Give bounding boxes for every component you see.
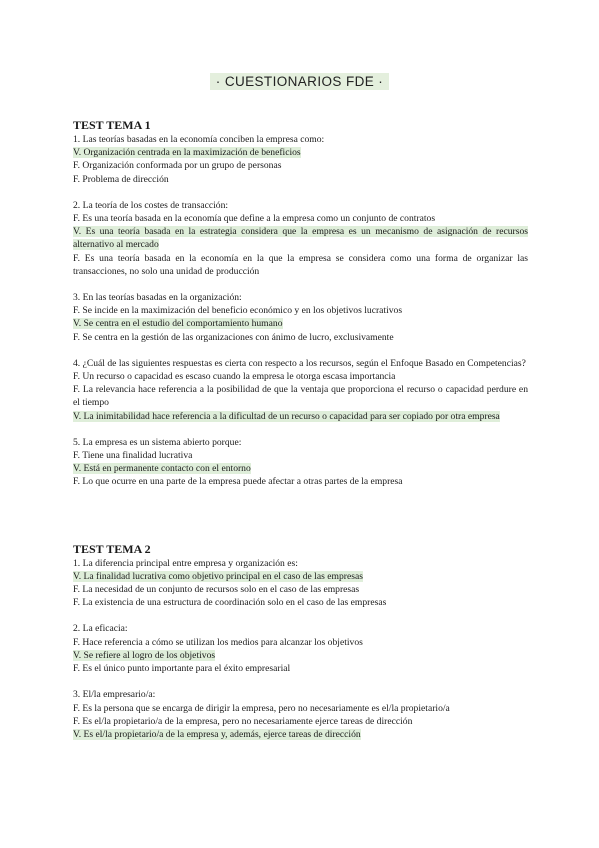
correct-answer-option (73, 462, 528, 475)
answer-option (73, 159, 528, 172)
question-block (73, 357, 528, 423)
answer-option-text: F. Es una teoría basada en la economía en la que la empresa se considera como una forma de organizar las transacciones, no solo una unidad de producción (73, 252, 528, 277)
question-text: 1. La diferencia principal entre empresa y organización es: (73, 557, 298, 569)
answer-option-text: F. Es el único punto importante para el éxito empresarial (73, 663, 291, 675)
question-text: 2. La teoría de los costes de transacción: (73, 199, 229, 211)
question-text: 3. El/la empresario/a: (73, 689, 156, 701)
answer-option (73, 449, 528, 462)
question-block (73, 199, 528, 278)
answer-option-text: V. Se centra en el estudio del comportamiento humano (73, 318, 283, 330)
answer-option (73, 304, 528, 317)
question-block (73, 291, 528, 344)
question-text: 5. La empresa es un sistema abierto porque: (73, 436, 242, 448)
answer-option-text: V. Organización centrada en la maximización de beneficios (73, 147, 301, 159)
answer-option (73, 212, 528, 225)
answer-option-text: V. La finalidad lucrativa como objetivo principal en el caso de las empresas (73, 570, 363, 582)
answer-option-text: F. La existencia de una estructura de coordinación solo en el caso de las empresas (73, 597, 387, 609)
answer-option (73, 583, 528, 596)
answer-option-text: V. Está en permanente contacto con el entorno (73, 463, 251, 475)
question-block (73, 622, 528, 675)
answer-option-text: F. Tiene una finalidad lucrativa (73, 450, 193, 462)
answer-option-text: F. Se centra en la gestión de las organizaciones con ánimo de lucro, exclusivamente (73, 331, 394, 343)
answer-option-text: F. Problema de dirección (73, 173, 169, 185)
answer-option (73, 252, 528, 278)
correct-answer-option (73, 225, 528, 251)
question-block (73, 133, 528, 186)
answer-option (73, 715, 528, 728)
answer-option-text: F. Lo que ocurre en una parte de la empresa puede afectar a otras partes de la empresa (73, 476, 403, 488)
answer-option (73, 596, 528, 609)
question-block (73, 436, 528, 489)
answer-option (73, 383, 528, 409)
correct-answer-option (73, 317, 528, 330)
answer-option (73, 370, 528, 383)
test-section (73, 542, 528, 741)
answer-option (73, 662, 528, 675)
question-text: 4. ¿Cuál de las siguientes respuestas es cierta con respecto a los recursos, según el Enfoque Basado en Competencias? (73, 357, 526, 369)
correct-answer-option (73, 146, 528, 159)
answer-option-text: F. Hace referencia a cómo se utilizan los medios para alcanzar los objetivos (73, 636, 363, 648)
section-heading: TEST TEMA 1 (73, 118, 151, 132)
answer-option-text: F. Un recurso o capacidad es escaso cuando la empresa le otorga escasa importancia (73, 371, 396, 383)
answer-option-text: F. Es el/la propietario/a de la empresa, pero no necesariamente ejerce tareas de dirección (73, 715, 413, 727)
correct-answer-option (73, 649, 528, 662)
section-spacer (73, 502, 528, 542)
question-text: 3. En las teorías basadas en la organización: (73, 292, 242, 304)
answer-option (73, 331, 528, 344)
answer-option-text: V. Se refiere al logro de los objetivos (73, 649, 216, 661)
document-title: · CUESTIONARIOS FDE · (210, 73, 389, 90)
answer-option-text: F. La relevancia hace referencia a la posibilidad de que la ventaja que proporciona el recurso o capacidad perdure en el tiempo (73, 384, 528, 409)
document-content (73, 118, 528, 754)
question-text: 1. Las teorías basadas en la economía conciben la empresa como: (73, 134, 325, 145)
answer-option-text: V. Es el/la propietario/a de la empresa y, además, ejerce tareas de dirección (73, 728, 361, 740)
correct-answer-option (73, 410, 528, 423)
answer-option-text: F. La necesidad de un conjunto de recursos solo en el caso de las empresas (73, 584, 360, 596)
section-heading: TEST TEMA 2 (73, 541, 151, 556)
answer-option-text: F. Se incide en la maximización del beneficio económico y en los objetivos lucrativos (73, 305, 403, 317)
test-section (73, 118, 528, 489)
answer-option (73, 475, 528, 488)
answer-option-text: F. Organización conformada por un grupo de personas (73, 160, 282, 172)
title-wrapper (0, 73, 599, 91)
answer-option-text: F. Es una teoría basada en la economía que define a la empresa como un conjunto de contratos (73, 213, 436, 225)
answer-option-text: V. Es una teoría basada en la estrategia considera que la empresa es un mecanismo de asignación de recursos alternativo al mercado (73, 226, 528, 251)
answer-option (73, 173, 528, 186)
correct-answer-option (73, 570, 528, 583)
answer-option (73, 636, 528, 649)
answer-option (73, 702, 528, 715)
correct-answer-option (73, 728, 528, 741)
question-block (73, 557, 528, 610)
question-text: 2. La eficacia: (73, 623, 128, 635)
question-block (73, 688, 528, 741)
answer-option-text: F. Es la persona que se encarga de dirigir la empresa, pero no necesariamente es el/la propietario/a (73, 702, 450, 714)
answer-option-text: V. La inimitabilidad hace referencia a la dificultad de un recurso o capacidad para ser copiado por otra empresa (73, 410, 500, 422)
